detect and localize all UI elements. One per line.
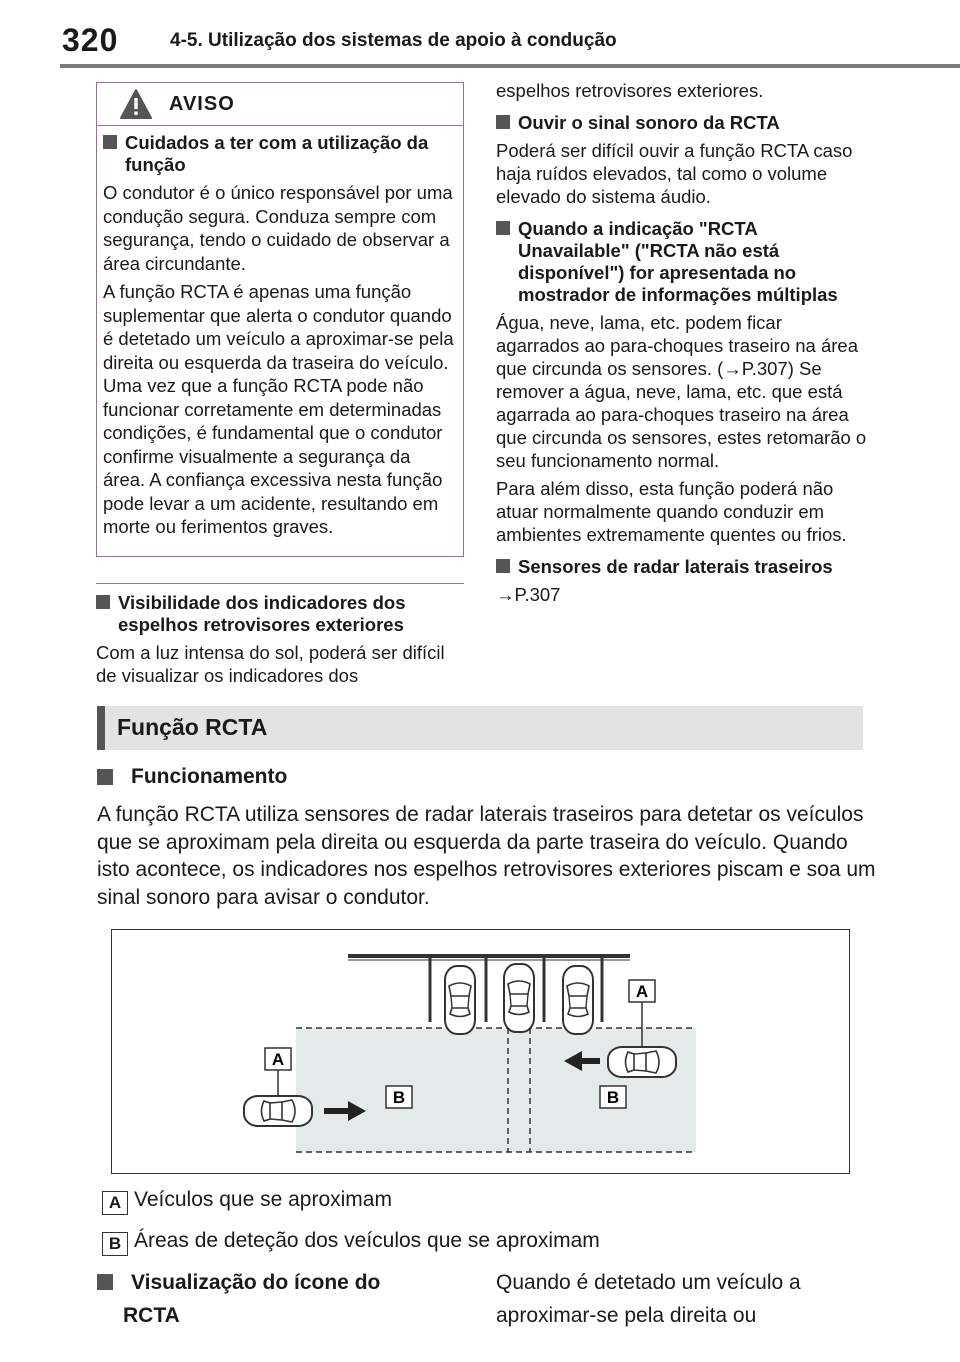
buzzer-heading-text: Ouvir o sinal sonoro da RCTA (518, 112, 780, 133)
label-b: B (606, 1088, 620, 1107)
parked-car-icon (445, 966, 475, 1034)
warning-paragraph: O condutor é o único responsável por uma condução segura. Conduza sempre com segurança, tendo o cuidado de observar a área circundante. (103, 182, 453, 274)
bullet-square-icon (97, 1274, 113, 1290)
left-column (96, 592, 456, 692)
section-band (97, 706, 863, 750)
bullet-square-icon (96, 595, 110, 609)
bullet-square-icon (496, 115, 510, 129)
operation-text: A função RCTA utiliza sensores de radar laterais traseiros para detetar os veículos que se aproximam pela direita ou esquerda da parte traseira do veículo. Quando isto acontece, os indicadores nos espelhos retrovisores exteriores piscam e soa um sinal sonoro para avisar o condutor. (97, 803, 876, 910)
visibility-heading (96, 592, 456, 636)
icon-display-heading-line1: Visualização do ícone do (131, 1271, 381, 1294)
legend-key: B (102, 1232, 128, 1256)
header-rule (60, 64, 960, 68)
bullet-square-icon (496, 559, 510, 573)
legend-text: Veículos que se aproximam (134, 1188, 392, 1211)
buzzer-text: Poderá ser difícil ouvir a função RCTA caso haja ruídos elevados, tal como o volume elevado do sistema áudio. (496, 140, 853, 207)
continuation-text: espelhos retrovisores exteriores. (496, 80, 764, 101)
operation-heading (97, 765, 960, 789)
warning-paragraph: A função RCTA é apenas uma função suplementar que alerta o condutor quando é detetado um veículo a aproximar-se pela direita ou esquerda da traseira do veículo. Uma vez que a função RCTA pode não funcionar corretamente em determinadas condições, é fundamental que o condutor confirme visualmente a segurança da área. A confiança excessiva nesta função pode levar a um acidente, resultando em morte ou ferimentos graves. (103, 281, 454, 537)
warning-heading (103, 132, 455, 176)
bullet-square-icon (103, 135, 117, 149)
legend-item (102, 1228, 600, 1256)
icon-display-text (496, 1266, 876, 1332)
warning-header (97, 83, 463, 126)
bullet-square-icon (496, 221, 510, 235)
label-a: A (635, 982, 649, 1001)
parked-car-icon (563, 966, 593, 1034)
column-divider (96, 583, 464, 584)
operation-heading-text: Funcionamento (131, 765, 288, 788)
buzzer-heading (496, 112, 868, 134)
icon-display-text-line2: aproximar-se pela direita ou (496, 1304, 757, 1327)
sensors-heading (496, 556, 868, 578)
approaching-car-right-icon (608, 1047, 676, 1077)
legend-text: Áreas de deteção dos veículos que se aproximam (134, 1229, 600, 1252)
warning-box (96, 82, 464, 557)
legend-item (102, 1187, 392, 1215)
icon-display-heading-line2: RCTA (123, 1304, 180, 1327)
label-a: A (271, 1050, 285, 1069)
legend-key: A (102, 1191, 128, 1215)
reversing-car-icon (504, 964, 534, 1032)
section-header-title: 4-5. Utilização dos sistemas de apoio à condução (170, 30, 617, 51)
warning-title: AVISO (169, 93, 235, 115)
icon-display-text-line1: Quando é detetado um veículo a (496, 1271, 801, 1294)
label-b: B (392, 1088, 406, 1107)
approaching-car-left-icon (244, 1096, 312, 1126)
rcta-illustration (111, 929, 850, 1174)
page-number: 320 (62, 22, 119, 58)
visibility-heading-text: Visibilidade dos indicadores dos espelhos retrovisores exteriores (118, 592, 406, 635)
icon-display-heading (97, 1266, 477, 1332)
warning-triangle-icon (119, 88, 153, 120)
sensors-heading-text: Sensores de radar laterais traseiros (518, 556, 833, 577)
unavailable-heading (496, 218, 868, 306)
unavailable-text: Água, neve, lama, etc. podem ficar agarrados ao para-choques traseiro na área que circunda os sensores. (→P.307) Se remover a água, neve, lama, etc. que está agarrada ao para-choques traseiro na área que circunda os sensores, estes retomarão o seu funcionamento normal. (496, 312, 867, 471)
parking-diagram (112, 930, 848, 1172)
section-title: Função RCTA (117, 714, 268, 740)
unavailable-heading-text: Quando a indicação "RCTA Unavailable" ("RCTA não está disponível") for apresentada no mostrador de informações múltiplas (518, 218, 838, 305)
right-column (496, 79, 868, 611)
page-reference-link[interactable]: →P.307 (496, 584, 561, 605)
bullet-square-icon (97, 769, 113, 785)
warning-heading-text: Cuidados a ter com a utilização da função (125, 132, 429, 175)
temperature-text: Para além disso, esta função poderá não atuar normalmente quando conduzir em ambientes extremamente quentes ou frios. (496, 478, 847, 545)
visibility-text: Com a luz intensa do sol, poderá ser difícil de visualizar os indicadores dos (96, 642, 445, 686)
